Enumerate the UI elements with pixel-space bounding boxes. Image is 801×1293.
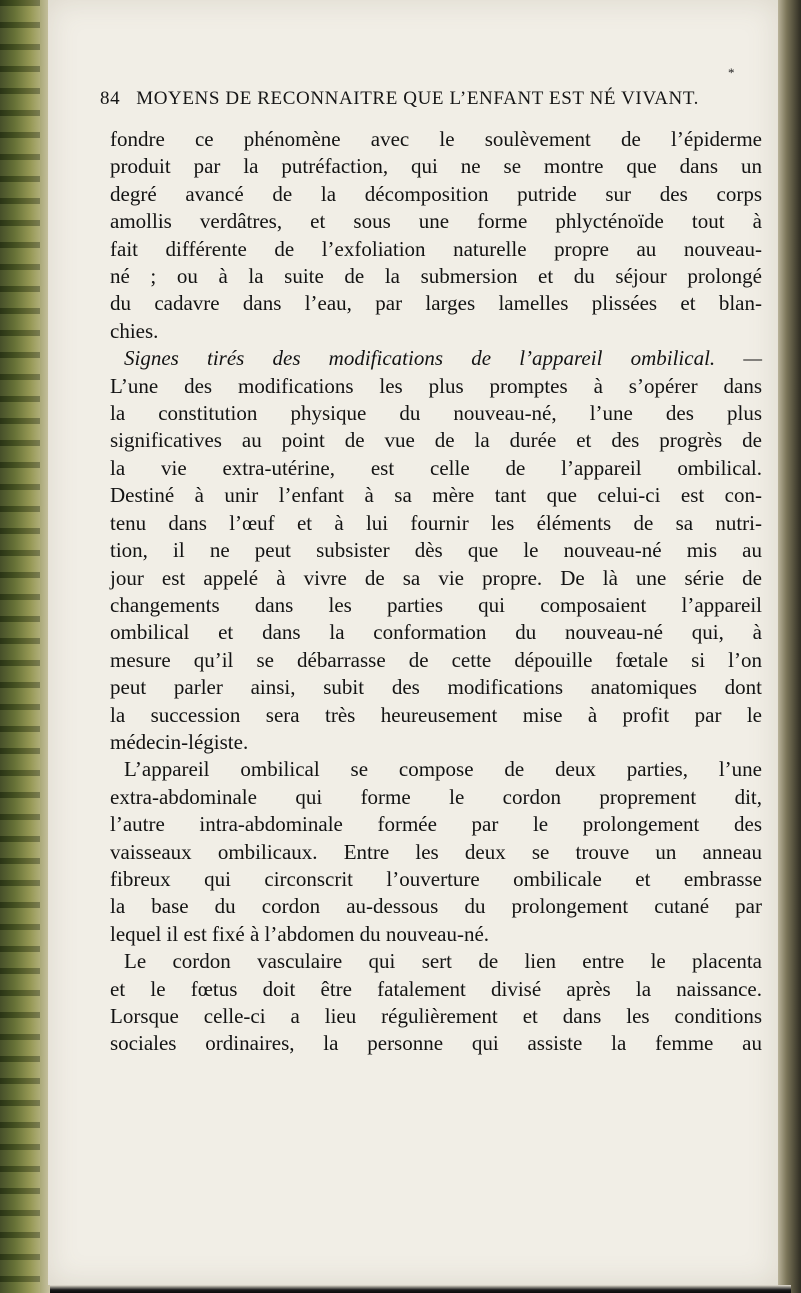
text-line: fibreux qui circonscrit l’ouverture ombilicale et embrasse xyxy=(110,866,762,891)
paragraph-umbilical-signs xyxy=(110,345,762,756)
text-line: significatives au point de vue de la durée et des progrès de xyxy=(110,428,762,453)
text-line: changements dans les parties qui composaient l’appareil xyxy=(110,592,762,617)
paragraph-continuation xyxy=(110,126,762,345)
text-line: la base du cordon au-dessous du prolongement cutané par xyxy=(110,894,762,919)
paragraph-umbilical-structure xyxy=(110,756,762,948)
text-line: mesure qu’il se débarrasse de cette dépouille fœtale si l’on xyxy=(110,647,762,672)
text-line: L’une des modifications les plus promptes à s’opérer dans xyxy=(110,373,762,398)
text-line: lequel il est fixé à l’abdomen du nouveau-né. xyxy=(110,921,490,946)
section-heading: Signes tirés des modifications de l’appareil ombilical. — xyxy=(124,346,762,371)
text-line: Lorsque celle-ci a lieu régulièrement et dans les conditions xyxy=(110,1004,762,1028)
page-marker: * xyxy=(728,65,735,80)
text-line: la vie extra-utérine, est celle de l’appareil ombilical. xyxy=(110,455,762,480)
book-page xyxy=(48,0,778,1285)
paragraph-vascular-cord xyxy=(110,948,762,1058)
text-line: ombilical et dans la conformation du nouveau-né qui, à xyxy=(110,620,762,645)
running-title: MOYENS DE RECONNAITRE QUE L’ENFANT EST NÉ VIVANT. xyxy=(136,88,700,109)
text-line: du cadavre dans l’eau, par larges lamelles plissées et blan- xyxy=(110,291,762,316)
text-line: amollis verdâtres, et sous une forme phlycténoïde tout à xyxy=(110,209,762,234)
text-line: Le cordon vasculaire qui sert de lien entre le placenta xyxy=(124,949,762,974)
text-line: chies. xyxy=(110,318,159,343)
page-body xyxy=(110,126,762,1058)
text-line: tenu dans l’œuf et à lui fournir les éléments de sa nutri- xyxy=(110,510,762,535)
text-line: Destiné à unir l’enfant à sa mère tant que celui-ci est con- xyxy=(110,483,762,508)
text-line: produit par la putréfaction, qui ne se montre que dans un xyxy=(110,154,762,179)
text-line: fait différente de l’exfoliation naturelle propre au nouveau- xyxy=(110,236,762,261)
text-line: sociales ordinaires, la personne qui assiste la femme au xyxy=(110,1031,762,1056)
text-line: peut parler ainsi, subit des modifications anatomiques dont xyxy=(110,675,762,700)
text-line: né ; ou à la suite de la submersion et du séjour prolongé xyxy=(110,264,762,289)
text-line: extra-abdominale qui forme le cordon proprement dit, xyxy=(110,784,762,809)
binding-stripes xyxy=(0,0,40,1293)
text-line: médecin-légiste. xyxy=(110,729,249,754)
text-line: et le fœtus doit être fatalement divisé après la naissance. xyxy=(110,976,762,1001)
text-line: l’autre intra-abdominale formée par le prolongement des xyxy=(110,812,762,837)
text-line: degré avancé de la décomposition putride sur des corps xyxy=(110,181,762,206)
page-edge-right xyxy=(775,0,801,1293)
text-line: tion, il ne peut subsister dès que le nouveau-né mis au xyxy=(110,538,762,563)
running-header xyxy=(100,88,765,110)
text-line: fondre ce phénomène avec le soulèvement de l’épiderme xyxy=(110,127,762,151)
text-line: la constitution physique du nouveau-né, l’une des plus xyxy=(110,401,762,426)
text-line: la succession sera très heureusement mise à profit par le xyxy=(110,702,762,727)
page-number: 84 xyxy=(100,88,121,109)
page-bottom-shadow xyxy=(50,1285,791,1293)
text-line: L’appareil ombilical se compose de deux parties, l’une xyxy=(124,757,762,782)
text-line: vaisseaux ombilicaux. Entre les deux se trouve un anneau xyxy=(110,839,762,864)
text-line: jour est appelé à vivre de sa vie propre. De là une série de xyxy=(110,565,762,590)
